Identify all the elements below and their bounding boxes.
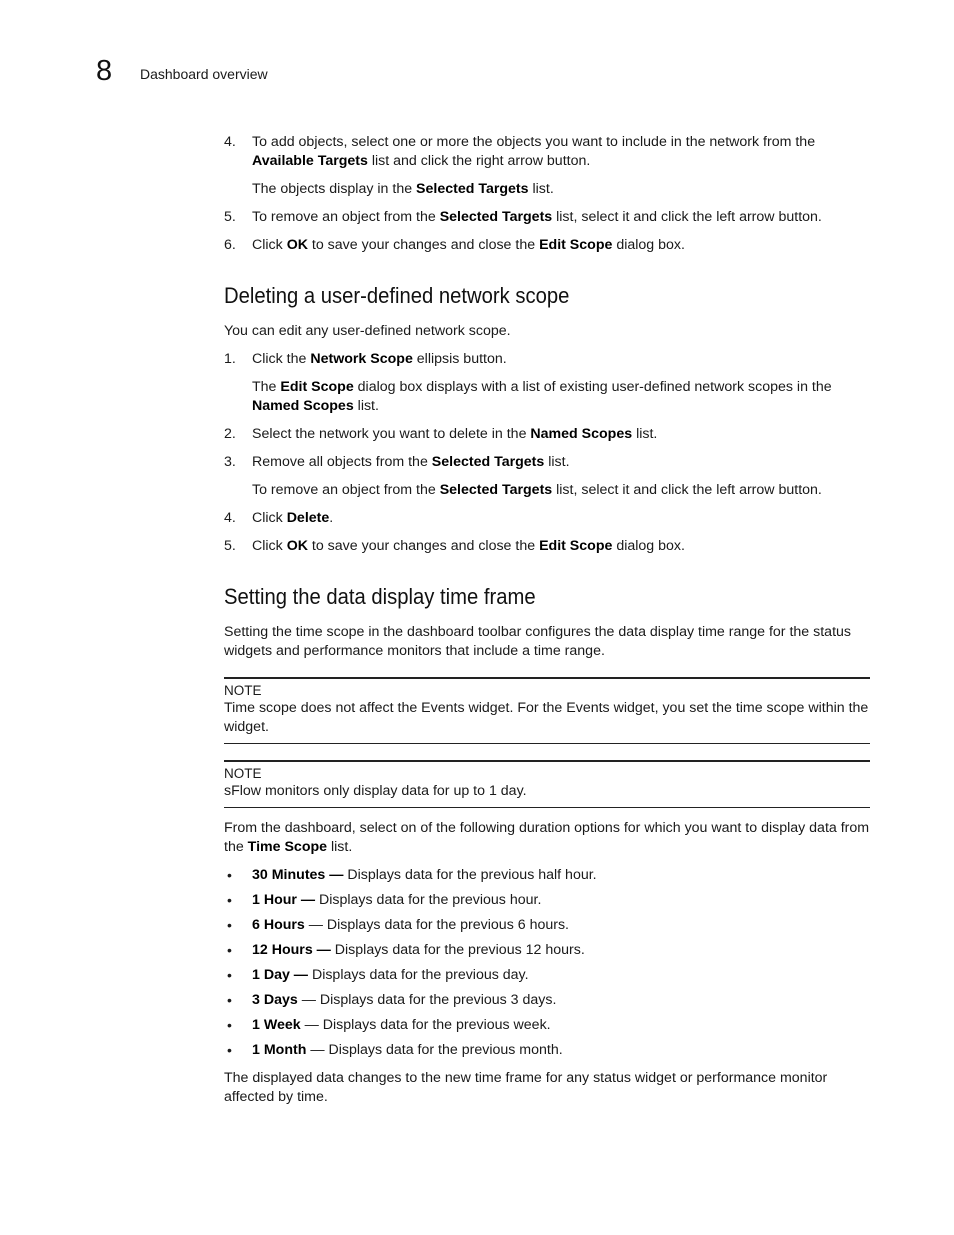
header-section-title: Dashboard overview	[140, 66, 268, 82]
note-text: Time scope does not affect the Events widget. For the Events widget, you set the time scope within the widget.	[224, 700, 869, 735]
list-item	[224, 425, 870, 444]
step-subtext: To remove an object from the Selected Targets list, select it and click the left arrow button.	[252, 482, 822, 498]
step-text: Select the network you want to delete in the Named Scopes list.	[252, 426, 658, 442]
ui-term: Selected Targets	[431, 454, 545, 470]
note-box	[224, 760, 870, 808]
list-item: • 1 Hour — Displays data for the previous hour.	[227, 892, 542, 908]
chapter-number: 8	[96, 55, 113, 87]
bullet-icon: •	[227, 942, 232, 958]
list-item: • 1 Week — Displays data for the previous week.	[227, 1017, 551, 1033]
step-subtext: The Edit Scope dialog box displays with a list of existing user-defined network scopes in the Named Scopes list.	[252, 379, 832, 414]
list-item	[224, 509, 870, 528]
option-term: 1 Day —	[252, 967, 308, 983]
ui-term: Available Targets	[252, 153, 368, 169]
step-text: Click OK to save your changes and close the Edit Scope dialog box.	[252, 237, 685, 253]
option-term: 6 Hours	[252, 917, 305, 933]
option-term: 1 Month	[252, 1042, 307, 1058]
list-item: • 30 Minutes — Displays data for the previous half hour.	[227, 867, 597, 883]
section-heading: Setting the data display time frame	[224, 584, 536, 609]
list-item: • 1 Month — Displays data for the previous month.	[227, 1042, 563, 1058]
step-text: Click Delete.	[252, 510, 334, 526]
bullet-icon: •	[227, 1017, 232, 1033]
section-intro: Setting the time scope in the dashboard toolbar configures the data display time range for the status widgets and performance monitors that include a time range.	[224, 624, 851, 659]
bullet-icon: •	[227, 992, 232, 1008]
ui-term: Named Scopes	[252, 398, 354, 414]
ui-term: Selected Targets	[416, 181, 529, 197]
ui-term: Network Scope	[310, 351, 413, 367]
options-intro: From the dashboard, select on of the following duration options for which you want to display data from the Time Scope list.	[224, 820, 870, 855]
ui-term: Selected Targets	[439, 209, 553, 225]
ui-term: Edit Scope	[539, 237, 613, 253]
step-text: To remove an object from the Selected Targets list, select it and click the left arrow button.	[252, 209, 822, 225]
ui-term: OK	[286, 538, 308, 554]
ui-term: Time Scope	[247, 839, 328, 855]
step-number: 3.	[224, 454, 236, 470]
option-term: 30 Minutes —	[252, 867, 344, 883]
step-text: Click OK to save your changes and close the Edit Scope dialog box.	[252, 538, 685, 554]
note-label: NOTE	[224, 683, 262, 698]
ui-term: Delete	[286, 510, 330, 526]
ui-term: Edit Scope	[280, 379, 354, 395]
list-item: • 3 Days — Displays data for the previous 3 days.	[227, 992, 557, 1008]
step-text: To add objects, select one or more the objects you want to include in the network from the Available Targets list and click the right arrow button.	[252, 134, 816, 169]
note-text: sFlow monitors only display data for up to 1 day.	[224, 783, 527, 799]
note-box	[224, 677, 870, 744]
option-term: 12 Hours —	[252, 942, 331, 958]
step-text: Click the Network Scope ellipsis button.	[252, 351, 507, 367]
bullet-icon: •	[227, 892, 232, 908]
bullet-icon: •	[227, 917, 232, 933]
ui-term: Selected Targets	[439, 482, 553, 498]
step-number: 1.	[224, 351, 236, 367]
closing-paragraph: The displayed data changes to the new time frame for any status widget or performance monitor affected by time.	[224, 1070, 828, 1105]
document-body	[224, 133, 870, 1107]
note-label: NOTE	[224, 766, 262, 781]
list-item	[224, 453, 870, 500]
list-item	[224, 133, 870, 199]
list-item	[224, 236, 870, 255]
bullet-icon: •	[227, 967, 232, 983]
step-number: 5.	[224, 209, 236, 225]
step-number: 4.	[224, 510, 236, 526]
section-intro: You can edit any user-defined network scope.	[224, 323, 511, 339]
bullet-icon: •	[227, 867, 232, 883]
step-text: Remove all objects from the Selected Targets list.	[252, 454, 570, 470]
list-item	[224, 537, 870, 556]
ui-term: Named Scopes	[530, 426, 633, 442]
bullet-icon: •	[227, 1042, 232, 1058]
list-item: • 12 Hours — Displays data for the previous 12 hours.	[227, 942, 585, 958]
ui-term: Edit Scope	[539, 538, 613, 554]
edit-scope-steps	[224, 133, 870, 255]
list-item	[224, 350, 870, 416]
step-number: 5.	[224, 538, 236, 554]
step-number: 4.	[224, 134, 236, 150]
section-heading: Deleting a user-defined network scope	[224, 283, 570, 308]
step-subtext: The objects display in the Selected Targets list.	[252, 181, 554, 197]
duration-options-list	[224, 866, 870, 1060]
ui-term: OK	[286, 237, 308, 253]
list-item: • 6 Hours — Displays data for the previous 6 hours.	[227, 917, 570, 933]
option-term: 1 Hour —	[252, 892, 316, 908]
delete-scope-steps	[224, 350, 870, 556]
list-item: • 1 Day — Displays data for the previous day.	[227, 967, 529, 983]
list-item	[224, 208, 870, 227]
option-term: 1 Week	[252, 1017, 301, 1033]
step-number: 6.	[224, 237, 236, 253]
step-number: 2.	[224, 426, 236, 442]
option-term: 3 Days	[252, 992, 298, 1008]
